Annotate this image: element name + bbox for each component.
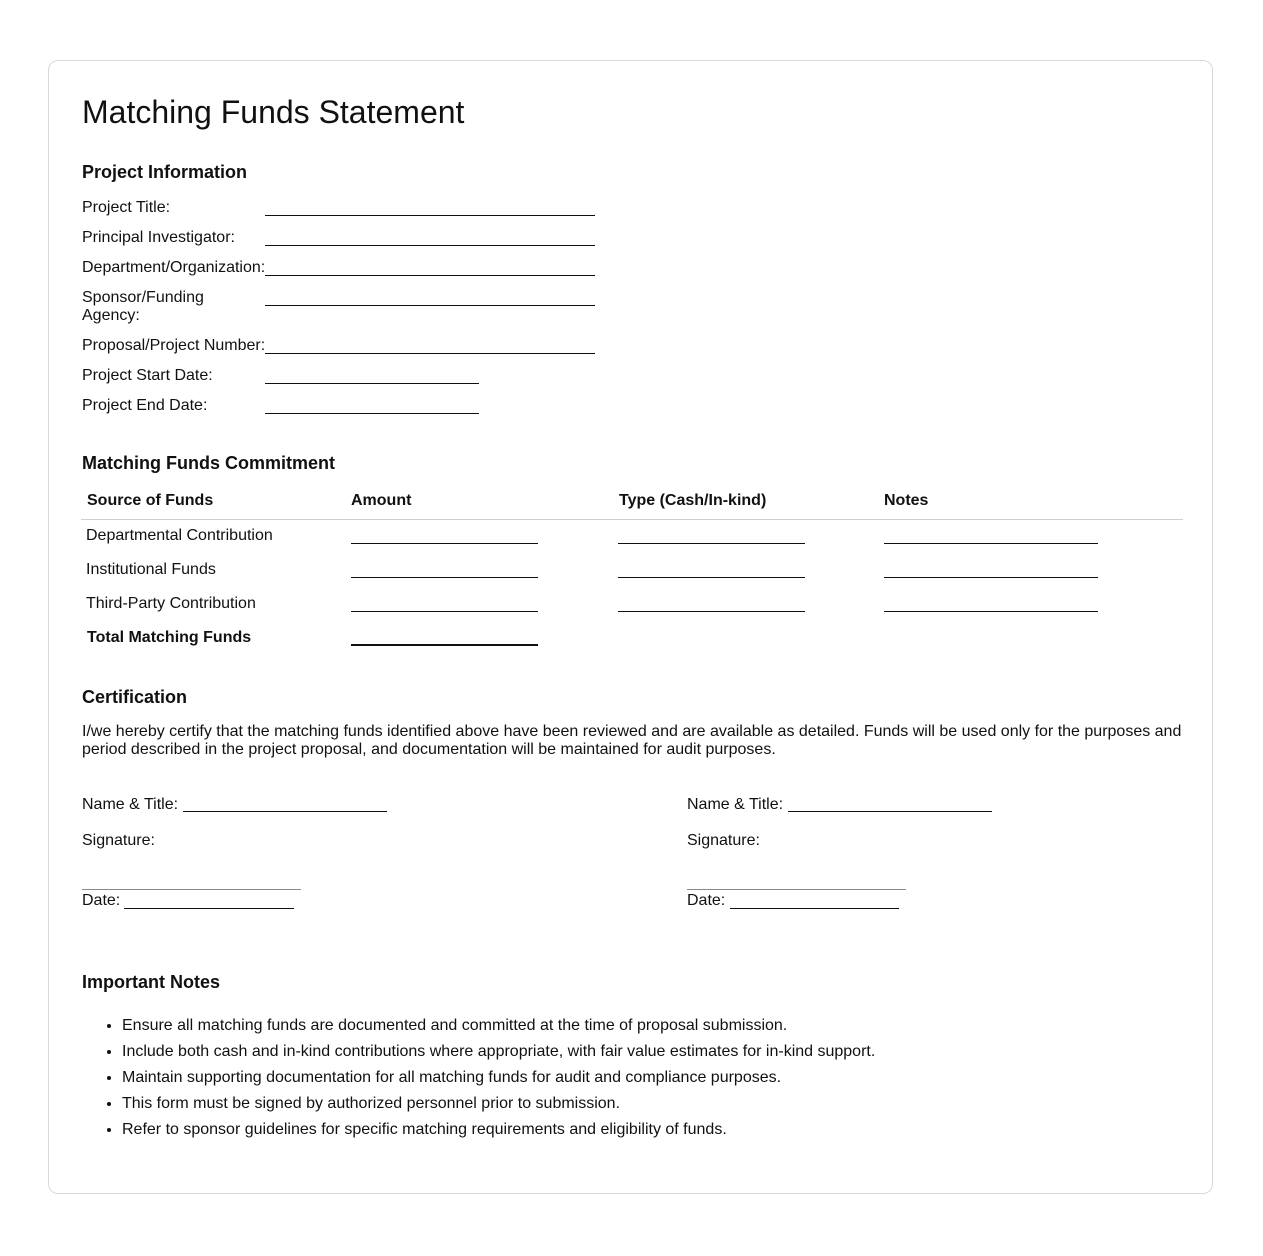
page-title: Matching Funds Statement (82, 94, 465, 130)
project-title-field[interactable] (265, 215, 595, 216)
table-header-divider (81, 519, 1183, 520)
row-source-departmental: Departmental Contribution (86, 527, 273, 544)
row-2-amount-field[interactable] (351, 577, 538, 578)
right-name-title-field[interactable] (788, 811, 992, 812)
row-source-institutional: Institutional Funds (86, 561, 216, 578)
end-date-field[interactable] (265, 413, 479, 414)
notes-list (82, 1013, 875, 1143)
proposal-number-label: Proposal/Project Number: (82, 337, 266, 354)
left-date-field[interactable] (124, 908, 294, 909)
sponsor-label: Sponsor/Funding Agency: (82, 289, 204, 324)
right-name-title-label: Name & Title: (687, 796, 784, 813)
notes-heading: Important Notes (82, 972, 221, 992)
row-3-notes-field[interactable] (884, 611, 1098, 612)
row-1-notes-field[interactable] (884, 543, 1098, 544)
left-signature-field[interactable] (82, 889, 301, 890)
left-name-title-label: Name & Title: (82, 796, 179, 813)
row-2-notes-field[interactable] (884, 577, 1098, 578)
start-date-label: Project Start Date: (82, 367, 213, 384)
proposal-number-field[interactable] (265, 353, 595, 354)
column-header-type: Type (Cash/In-kind) (619, 492, 767, 509)
note-item: • Maintain supporting documentation for all matching funds for audit and compliance purposes. (122, 1065, 875, 1091)
row-3-type-field[interactable] (618, 611, 805, 612)
certification-text: I/we hereby certify that the matching funds identified above have been reviewed and are available as detailed. Funds will be used only for the purposes and period described in the project proposal, and documentation will be maintained for audit purposes. (82, 723, 1182, 758)
department-label: Department/Organization: (82, 259, 266, 276)
commitment-heading: Matching Funds Commitment (82, 453, 335, 473)
column-header-source: Source of Funds (87, 492, 214, 509)
right-date-label: Date: (687, 892, 726, 909)
total-amount-field[interactable] (351, 644, 538, 646)
row-2-type-field[interactable] (618, 577, 805, 578)
start-date-field[interactable] (265, 383, 479, 384)
sponsor-field[interactable] (265, 305, 595, 306)
principal-investigator-field[interactable] (265, 245, 595, 246)
note-item: • This form must be signed by authorized personnel prior to submission. (122, 1091, 875, 1117)
row-3-amount-field[interactable] (351, 611, 538, 612)
left-name-title-field[interactable] (183, 811, 387, 812)
department-field[interactable] (265, 275, 595, 276)
left-date-label: Date: (82, 892, 121, 909)
principal-investigator-label: Principal Investigator: (82, 229, 235, 246)
end-date-label: Project End Date: (82, 397, 208, 414)
row-1-amount-field[interactable] (351, 543, 538, 544)
column-header-amount: Amount (351, 492, 412, 509)
row-1-type-field[interactable] (618, 543, 805, 544)
right-date-field[interactable] (730, 908, 899, 909)
right-signature-field[interactable] (687, 889, 906, 890)
note-item: • Refer to sponsor guidelines for specific matching requirements and eligibility of funds. (122, 1117, 875, 1143)
certification-heading: Certification (82, 687, 188, 707)
project-info-heading: Project Information (82, 162, 248, 182)
project-title-label: Project Title: (82, 199, 171, 216)
note-item: • Include both cash and in-kind contributions where appropriate, with fair value estimates for in-kind support. (122, 1039, 875, 1065)
form-card (48, 60, 1213, 1194)
left-signature-label: Signature: (82, 832, 155, 849)
row-source-third-party: Third-Party Contribution (86, 595, 256, 612)
note-item: • Ensure all matching funds are documented and committed at the time of proposal submission. (122, 1013, 875, 1039)
right-signature-label: Signature: (687, 832, 760, 849)
column-header-notes: Notes (884, 492, 929, 509)
total-label: Total Matching Funds (87, 629, 252, 646)
